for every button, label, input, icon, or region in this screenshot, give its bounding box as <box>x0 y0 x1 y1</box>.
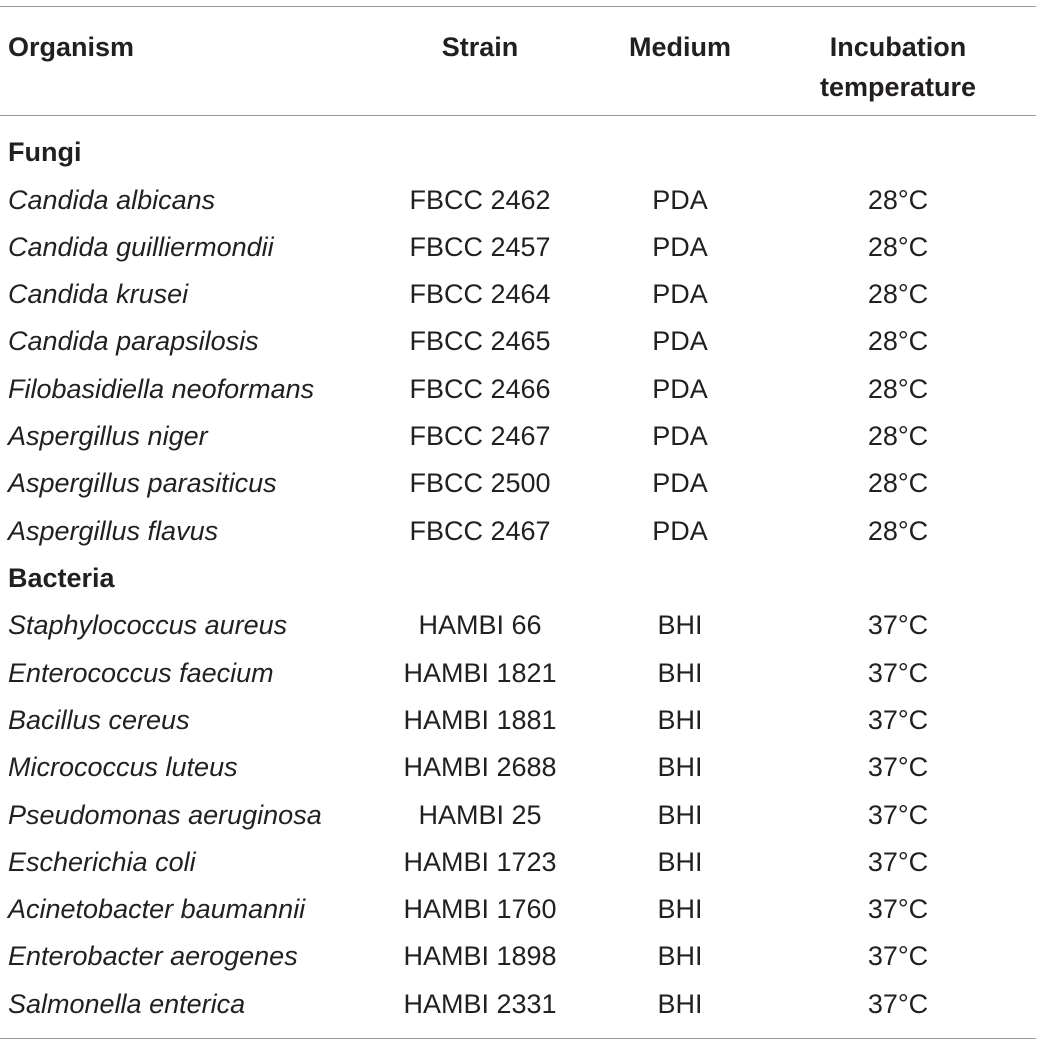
temperature-cell: 37°C <box>867 894 929 925</box>
temperature-cell: 37°C <box>867 988 929 1019</box>
medium-cell: BHI <box>657 846 703 877</box>
strain-cell: FBCC 2464 <box>409 279 551 310</box>
medium-cell: BHI <box>657 704 703 735</box>
medium-cell: PDA <box>652 420 708 451</box>
temperature-cell: 28°C <box>867 231 929 262</box>
temperature-cell: 28°C <box>867 468 929 499</box>
header-strain: Strain <box>441 32 519 62</box>
bottom-spacer <box>0 1028 1036 1038</box>
organism-cell: Aspergillus flavus <box>8 515 219 546</box>
temperature-cell: 37°C <box>867 704 929 735</box>
medium-cell: BHI <box>657 610 703 641</box>
medium-cell: BHI <box>657 752 703 783</box>
strain-cell: HAMBI 1898 <box>403 941 557 972</box>
organism-cell: Aspergillus niger <box>8 420 208 451</box>
organism-cell: Pseudomonas aeruginosa <box>8 799 322 830</box>
strain-cell: FBCC 2457 <box>409 231 551 262</box>
organism-cell: Enterococcus faecium <box>8 657 274 688</box>
table-row <box>0 602 1036 649</box>
organism-cell: Candida krusei <box>8 279 189 310</box>
section-title-bacteria: Bacteria <box>8 562 115 593</box>
table-row <box>0 224 1036 271</box>
header-rule <box>0 115 1036 116</box>
organism-cell: Filobasidiella neoformans <box>8 373 315 404</box>
table-row <box>0 413 1036 460</box>
header-temperature-line2: temperature <box>819 72 977 102</box>
table-row <box>0 744 1036 791</box>
medium-cell: BHI <box>657 799 703 830</box>
strain-cell: FBCC 2467 <box>409 420 551 451</box>
temperature-cell: 28°C <box>867 184 929 215</box>
medium-cell: PDA <box>652 326 708 357</box>
temperature-cell: 37°C <box>867 657 929 688</box>
medium-cell: PDA <box>652 279 708 310</box>
temperature-cell: 28°C <box>867 279 929 310</box>
organism-cell: Staphylococcus aureus <box>8 610 288 641</box>
strain-cell: HAMBI 2331 <box>403 988 557 1019</box>
table-row <box>0 271 1036 318</box>
organism-cell: Bacillus cereus <box>8 704 190 735</box>
organism-cell: Candida guilliermondii <box>8 231 274 262</box>
temperature-cell: 37°C <box>867 846 929 877</box>
strain-cell: HAMBI 2688 <box>403 752 557 783</box>
organism-cell: Candida parapsilosis <box>8 326 259 357</box>
header-medium: Medium <box>628 32 731 62</box>
table-row <box>0 177 1036 224</box>
organism-cell: Candida albicans <box>8 184 216 215</box>
table-row <box>0 318 1036 365</box>
organism-cell: Escherichia coli <box>8 846 196 877</box>
organism-cell: Micrococcus luteus <box>8 752 238 783</box>
strain-cell: HAMBI 66 <box>418 610 542 641</box>
header-organism: Organism <box>8 32 135 62</box>
strain-cell: FBCC 2500 <box>409 468 551 499</box>
temperature-cell: 37°C <box>867 799 929 830</box>
temperature-cell: 37°C <box>867 610 929 641</box>
medium-cell: PDA <box>652 231 708 262</box>
strain-cell: FBCC 2467 <box>409 515 551 546</box>
medium-cell: BHI <box>657 894 703 925</box>
strain-cell: HAMBI 1760 <box>403 894 557 925</box>
medium-cell: PDA <box>652 373 708 404</box>
table-row <box>0 650 1036 697</box>
temperature-cell: 28°C <box>867 420 929 451</box>
temperature-cell: 37°C <box>867 941 929 972</box>
table-row <box>0 792 1036 839</box>
medium-cell: PDA <box>652 468 708 499</box>
strain-cell: HAMBI 1821 <box>403 657 557 688</box>
organism-table <box>0 6 1036 1039</box>
organism-cell: Aspergillus parasiticus <box>8 468 277 499</box>
table-header <box>0 7 1036 115</box>
header-temperature <box>760 7 1036 107</box>
organism-cell: Salmonella enterica <box>8 988 246 1019</box>
temperature-cell: 28°C <box>867 373 929 404</box>
medium-cell: PDA <box>652 184 708 215</box>
medium-cell: BHI <box>657 988 703 1019</box>
bottom-rule <box>0 1038 1036 1039</box>
table-row <box>0 886 1036 933</box>
organism-cell: Acinetobacter baumannii <box>8 894 306 925</box>
strain-cell: HAMBI 1881 <box>403 704 557 735</box>
strain-cell: FBCC 2462 <box>409 184 551 215</box>
medium-cell: BHI <box>657 941 703 972</box>
temperature-cell: 28°C <box>867 515 929 546</box>
medium-cell: PDA <box>652 515 708 546</box>
table-row <box>0 933 1036 980</box>
section-title-fungi: Fungi <box>8 137 82 167</box>
table-row <box>0 460 1036 507</box>
table-row <box>0 981 1036 1028</box>
header-temperature-line1: Incubation <box>829 32 967 62</box>
strain-cell: HAMBI 1723 <box>403 846 557 877</box>
strain-cell: HAMBI 25 <box>418 799 542 830</box>
strain-cell: FBCC 2465 <box>409 326 551 357</box>
table-row <box>0 697 1036 744</box>
table-row <box>0 508 1036 555</box>
medium-cell: BHI <box>657 657 703 688</box>
table-row <box>0 839 1036 886</box>
table-row <box>0 366 1036 413</box>
organism-cell: Enterobacter aerogenes <box>8 941 298 972</box>
temperature-cell: 37°C <box>867 752 929 783</box>
temperature-cell: 28°C <box>867 326 929 357</box>
strain-cell: FBCC 2466 <box>409 373 551 404</box>
